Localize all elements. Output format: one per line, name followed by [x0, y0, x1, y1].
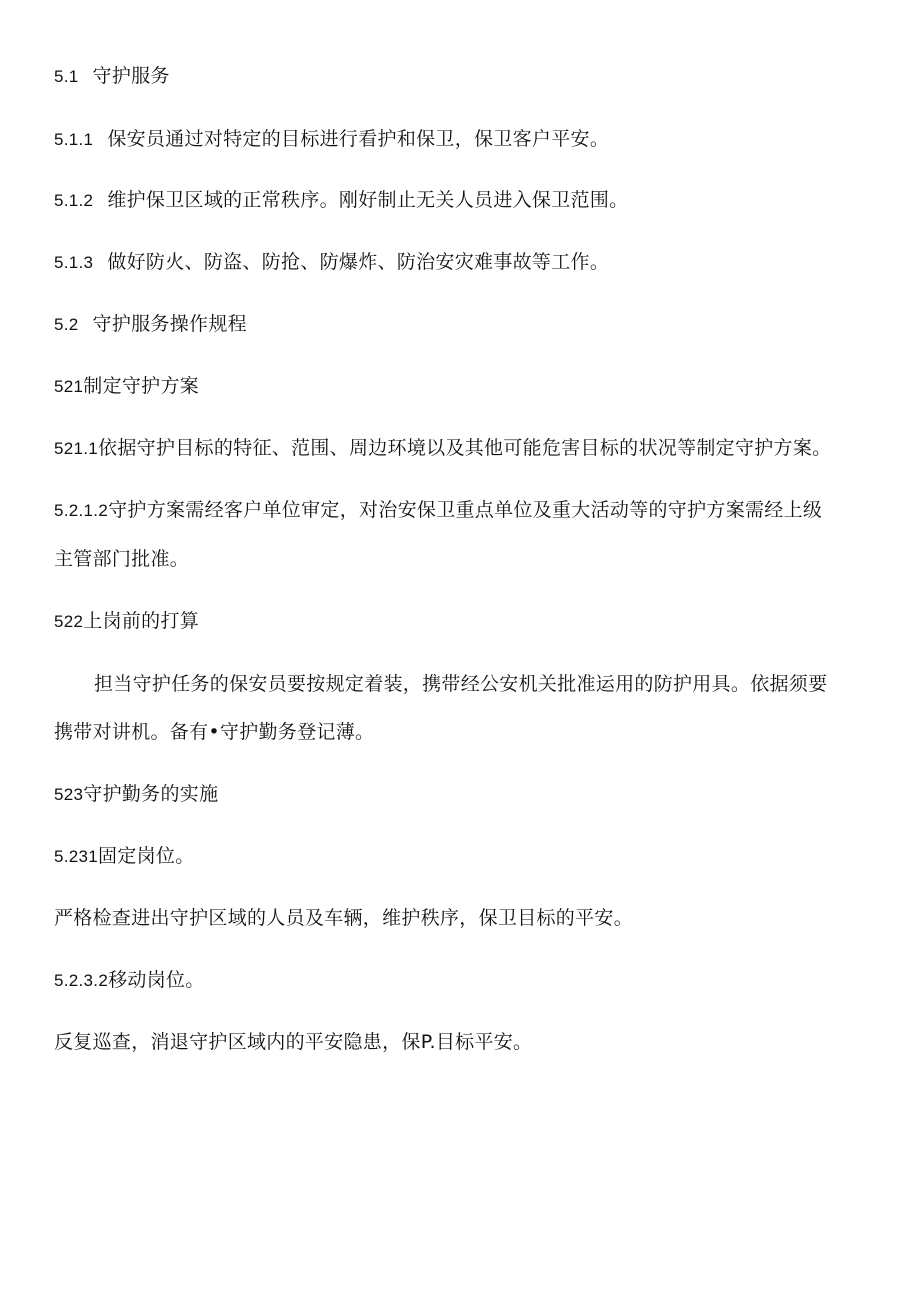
clause-number: 521.1 — [54, 439, 99, 458]
clause-text: 守护方案需经客户单位审定，对治安保卫重点单位及重大活动等的守护方案需经上级 — [108, 499, 823, 521]
paragraph-mobile-post — [54, 1030, 532, 1054]
clause-text: 守护勤务的实施 — [83, 783, 219, 805]
clause-text: 维护保卫区域的正常秩序。刚好制止无关人员进入保卫范围。 — [107, 189, 629, 211]
clause-523 — [54, 782, 218, 807]
clause-text: 保安员通过对特定的目标进行看护和保卫，保卫客户平安。 — [107, 128, 610, 150]
paragraph-text: 严格检查进出守护区域的人员及车辆，维护秩序，保卫目标的平安。 — [54, 907, 634, 929]
clause-521 — [54, 374, 199, 399]
clause-number: 523 — [54, 785, 84, 804]
clause-5-1-3 — [54, 250, 609, 275]
clause-number: 5.231 — [54, 847, 99, 866]
clause-number: 521 — [54, 377, 84, 396]
clause-text: 依据守护目标的特征、范围、周边环境以及其他可能危害目标的状况等制定守护方案。 — [98, 437, 832, 459]
section-title: 守护服务操作规程 — [92, 313, 247, 335]
clause-text: 制定守护方案 — [83, 375, 200, 397]
clause-text: 主管部门批准。 — [54, 548, 190, 570]
section-number: 5.1 — [54, 67, 79, 86]
paragraph-522-line-2 — [54, 720, 374, 744]
paragraph-522-line-1 — [94, 672, 827, 696]
section-heading-5-2 — [54, 312, 247, 337]
clause-number: 5.2.3.2 — [54, 971, 109, 990]
clause-5-1-1 — [54, 127, 609, 152]
paragraph-text: 反复巡查，消退守护区域内的平安隐患，保P.目标平安。 — [54, 1031, 533, 1053]
paragraph-fixed-post — [54, 906, 633, 930]
clause-text: 固定岗位。 — [98, 845, 195, 867]
clause-number: 5.2.1.2 — [54, 501, 109, 520]
clause-number: 5.1.2 — [54, 191, 94, 210]
clause-5-1-2 — [54, 188, 628, 213]
clause-5-231 — [54, 844, 195, 869]
clause-5-2-3-2 — [54, 968, 205, 993]
clause-522 — [54, 609, 199, 634]
paragraph-text: 携带对讲机。备有•守护勤务登记薄。 — [54, 721, 375, 743]
clause-number: 5.1.3 — [54, 253, 94, 272]
section-title: 守护服务 — [92, 65, 170, 87]
clause-521-1 — [54, 436, 831, 461]
clause-number: 5.1.1 — [54, 130, 94, 149]
clause-number: 522 — [54, 612, 84, 631]
clause-text: 移动岗位。 — [108, 969, 205, 991]
section-heading-5-1 — [54, 64, 170, 89]
section-number: 5.2 — [54, 315, 79, 334]
clause-text: 上岗前的打算 — [83, 610, 200, 632]
clause-5-2-1-2-continued — [54, 547, 189, 571]
clause-text: 做好防火、防盗、防抢、防爆炸、防治安灾难事故等工作。 — [107, 251, 610, 273]
clause-5-2-1-2 — [54, 498, 822, 523]
paragraph-text: 担当守护任务的保安员要按规定着装，携带经公安机关批准运用的防护用具。依据须要 — [94, 673, 828, 695]
